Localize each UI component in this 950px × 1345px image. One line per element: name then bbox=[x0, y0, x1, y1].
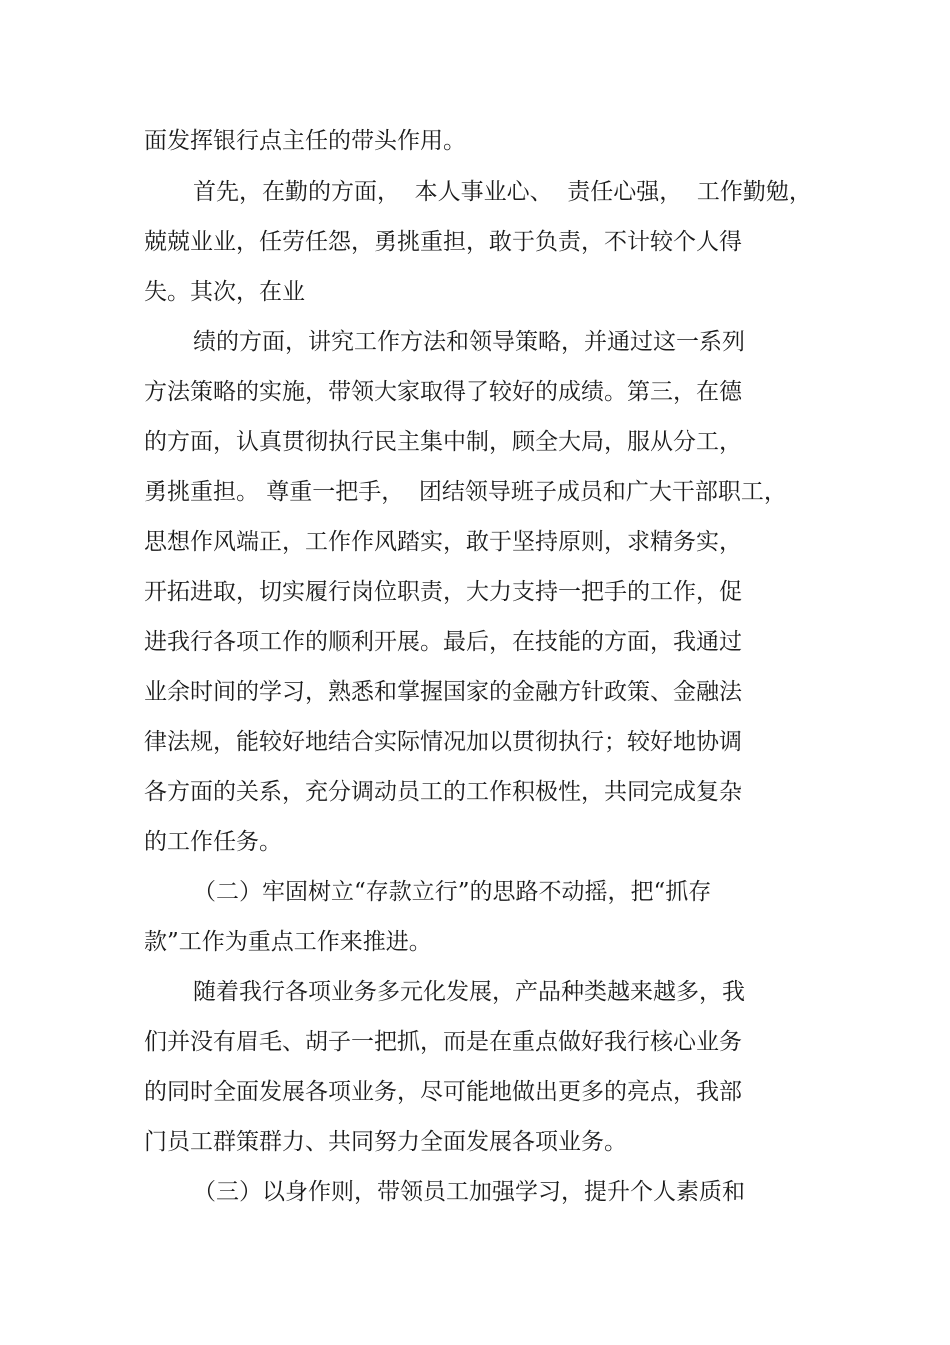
text-line: 各方面的关系，充分调动员工的工作积极性，共同完成复杂 bbox=[144, 779, 742, 805]
text-line: 的方面，认真贯彻执行民主集中制，顾全大局，服从分工， bbox=[144, 429, 742, 455]
text-line: 面发挥银行点主任的带头作用。 bbox=[144, 128, 466, 154]
text-line: 门员工群策群力、共同努力全面发展各项业务。 bbox=[144, 1129, 627, 1155]
text-line: （二）牢固树立“存款立行”的思路不动摇，把“抓存 bbox=[193, 879, 712, 905]
text-line: 兢兢业业，任劳任怨，勇挑重担，敢于负责，不计较个人得 bbox=[144, 229, 742, 255]
text-line: 款”工作为重点工作来推进。 bbox=[144, 929, 432, 955]
text-line: 律法规，能较好地结合实际情况加以贯彻执行；较好地协调 bbox=[144, 729, 742, 755]
text-line: 们并没有眉毛、胡子一把抓，而是在重点做好我行核心业务 bbox=[144, 1029, 742, 1055]
text-line: 随着我行各项业务多元化发展，产品种类越来越多，我 bbox=[193, 979, 745, 1005]
text-line: 思想作风端正，工作作风踏实，敢于坚持原则，求精务实， bbox=[144, 529, 742, 555]
text-line: 失。其次，在业 bbox=[144, 279, 305, 305]
text-line: （三）以身作则，带领员工加强学习，提升个人素质和 bbox=[193, 1179, 745, 1205]
text-line: 绩的方面，讲究工作方法和领导策略，并通过这一系列 bbox=[193, 329, 745, 355]
text-line: 进我行各项工作的顺利开展。最后，在技能的方面，我通过 bbox=[144, 629, 742, 655]
text-line: 业余时间的学习，熟悉和掌握国家的金融方针政策、金融法 bbox=[144, 679, 742, 705]
text-line: 勇挑重担。 尊重一把手， 团结领导班子成员和广大干部职工， bbox=[144, 479, 787, 505]
text-line: 的同时全面发展各项业务，尽可能地做出更多的亮点，我部 bbox=[144, 1079, 742, 1105]
text-line: 首先，在勤的方面， 本人事业心、 责任心强， 工作勤勉， bbox=[193, 179, 812, 205]
text-line: 的工作任务。 bbox=[144, 829, 282, 855]
text-line: 方法策略的实施，带领大家取得了较好的成绩。第三，在德 bbox=[144, 379, 742, 405]
text-line: 开拓进取，切实履行岗位职责，大力支持一把手的工作，促 bbox=[144, 579, 742, 605]
